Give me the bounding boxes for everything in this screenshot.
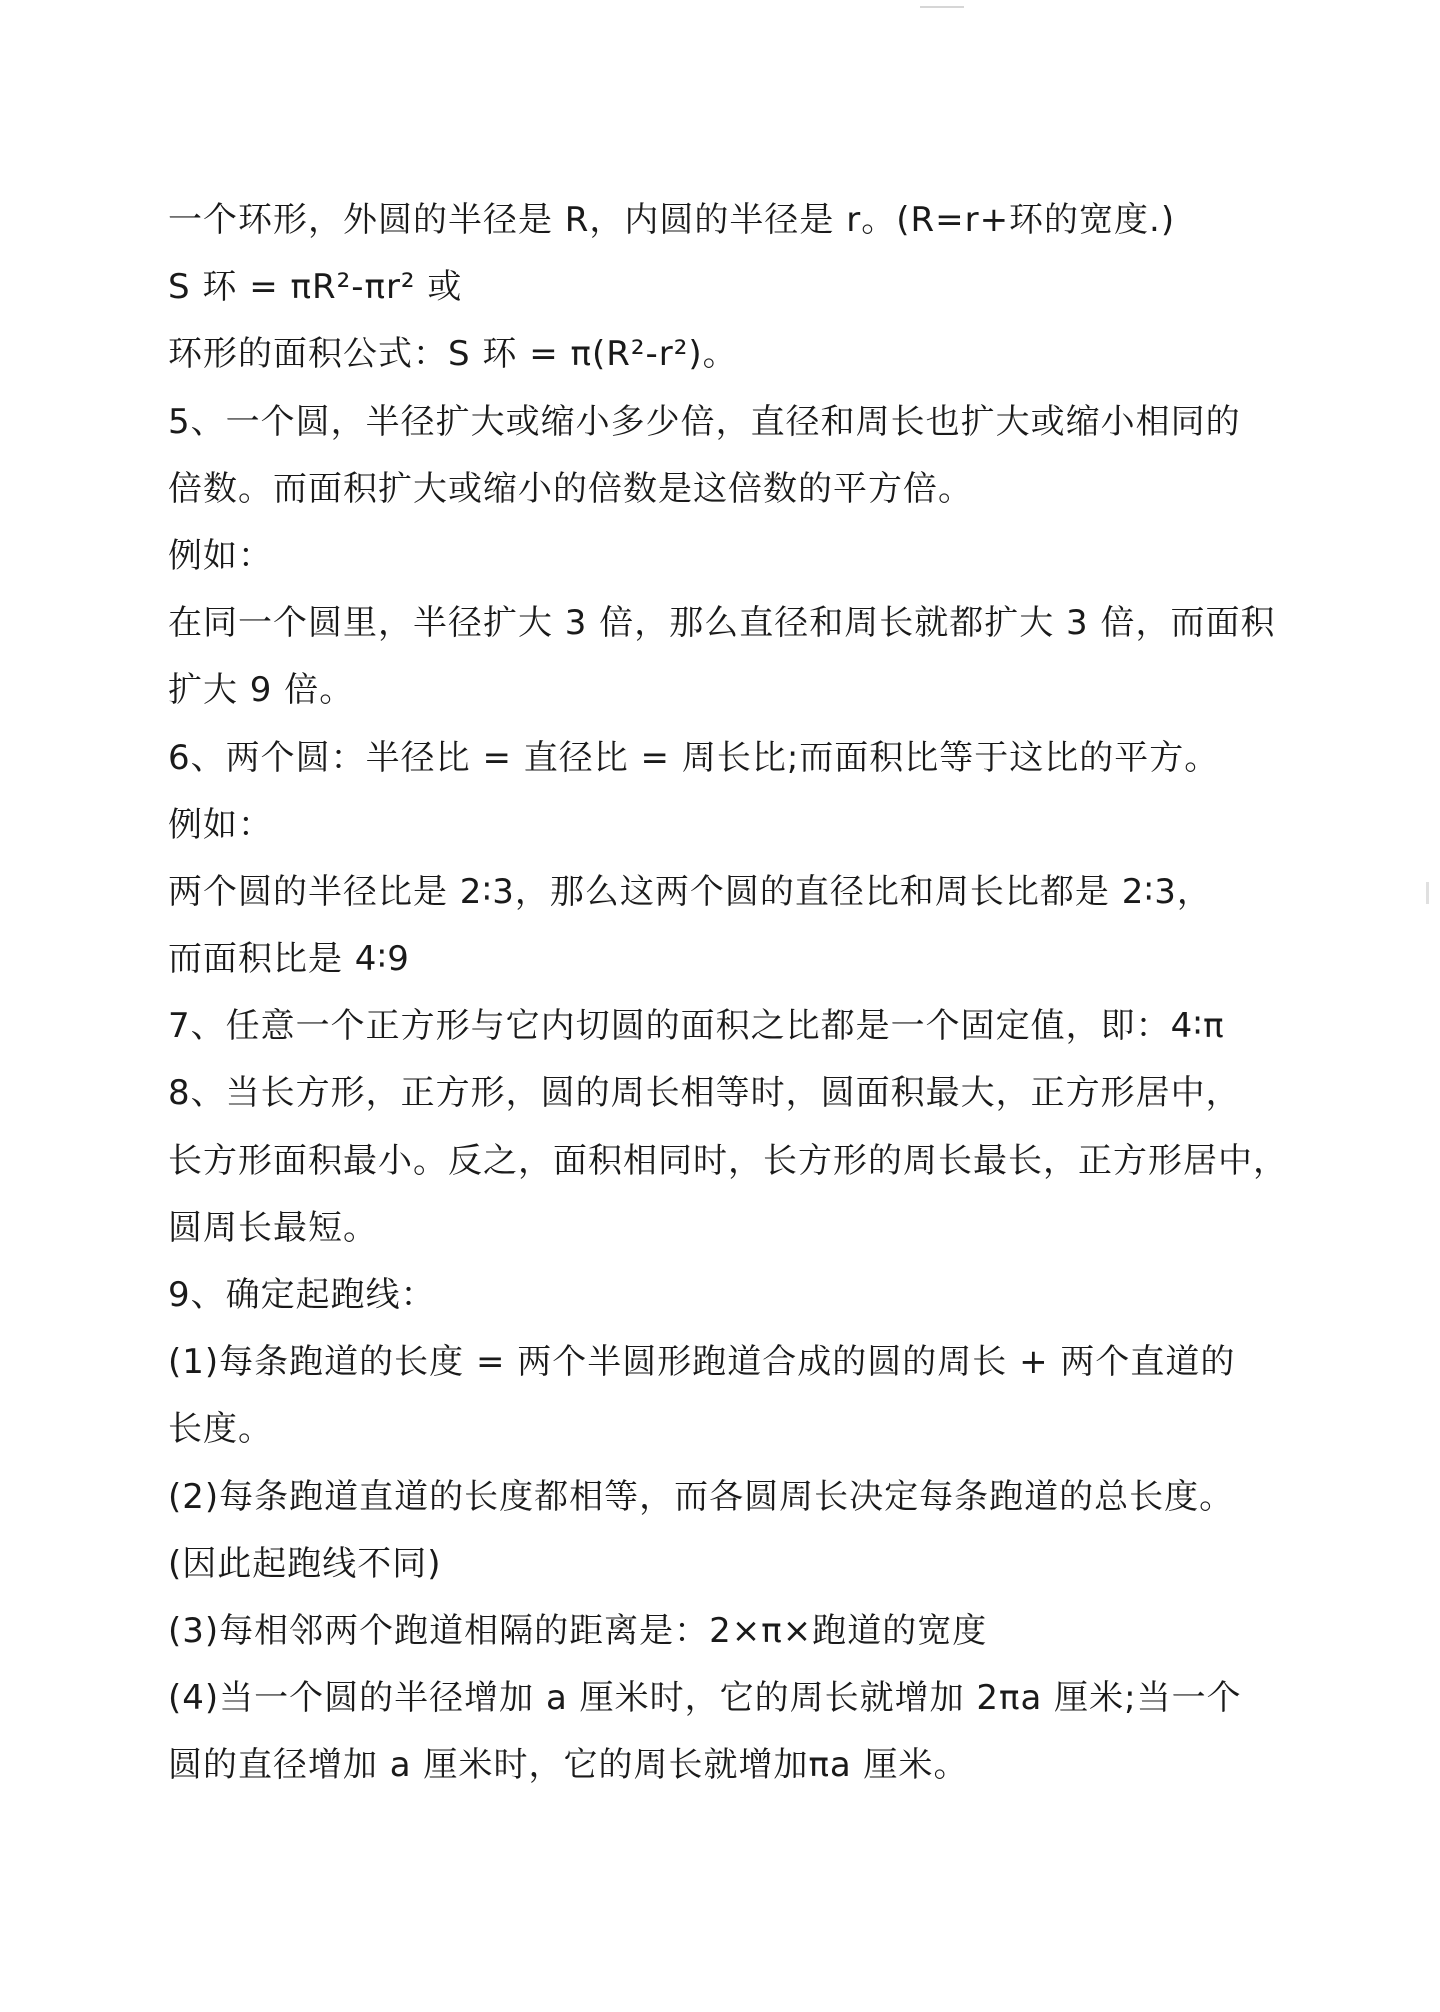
text-line-item-8: 8、当长方形，正方形，圆的周长相等时，圆面积最大，正方形居中， [168,1073,1241,1114]
scan-mark [1426,882,1429,904]
text-line-example-label: 例如： [168,535,273,576]
text-line-item-9-sub-2: (2)每条跑道直道的长度都相等，而各圆周长决定每条跑道的总长度。 [168,1476,1235,1517]
text-line-item-9-sub-4-cont: 圆的直径增加 a 厘米时，它的周长就增加πa 厘米。 [168,1745,969,1786]
text-line-item-9-sub-2-cont: (因此起跑线不同) [168,1543,442,1584]
text-line-item-9-sub-1: (1)每条跑道的长度 = 两个半圆形跑道合成的圆的周长 + 两个直道的 [168,1342,1236,1383]
text-line-example-6-cont: 而面积比是 4∶9 [168,939,410,980]
text-line-annulus-formula-2: 环形的面积公式：S 环 = π(R²-r²)。 [168,334,738,375]
text-line-item-8-end: 圆周长最短。 [168,1207,378,1248]
text-line-annulus-definition: 一个环形，外圆的半径是 R，内圆的半径是 r。(R=r+环的宽度.) [168,200,1176,240]
text-line-example-label: 例如： [168,804,273,845]
text-line-example-6: 两个圆的半径比是 2∶3，那么这两个圆的直径比和周长比都是 2∶3， [168,871,1212,912]
text-line-example-5-cont: 扩大 9 倍。 [168,670,355,711]
document-body [168,187,1288,1800]
text-line-annulus-formula-1: S 环 = πR²-πr² 或 [168,267,463,308]
scan-mark [920,6,964,8]
text-line-item-9-sub-4: (4)当一个圆的半径增加 a 厘米时，它的周长就增加 2πa 厘米;当一个 [168,1678,1242,1719]
text-line-item-7: 7、任意一个正方形与它内切圆的面积之比都是一个固定值，即：4∶π [168,1006,1225,1047]
text-line-item-9: 9、确定起跑线： [168,1275,436,1315]
text-line-item-6: 6、两个圆：半径比 = 直径比 = 周长比;而面积比等于这比的平方。 [168,737,1220,778]
text-line-item-9-sub-3: (3)每相邻两个跑道相隔的距离是：2×π×跑道的宽度 [168,1610,988,1651]
text-line-item-8-cont: 长方形面积最小。反之，面积相同时，长方形的周长最长，正方形居中， [168,1140,1288,1181]
text-line-item-9-sub-1-cont: 长度。 [168,1409,273,1450]
text-line-example-5: 在同一个圆里，半径扩大 3 倍，那么直径和周长就都扩大 3 倍，而面积 [168,603,1276,644]
text-line-item-5: 5、一个圆，半径扩大或缩小多少倍，直径和周长也扩大或缩小相同的 [168,401,1241,442]
text-line-item-5-cont: 倍数。而面积扩大或缩小的倍数是这倍数的平方倍。 [168,468,973,509]
